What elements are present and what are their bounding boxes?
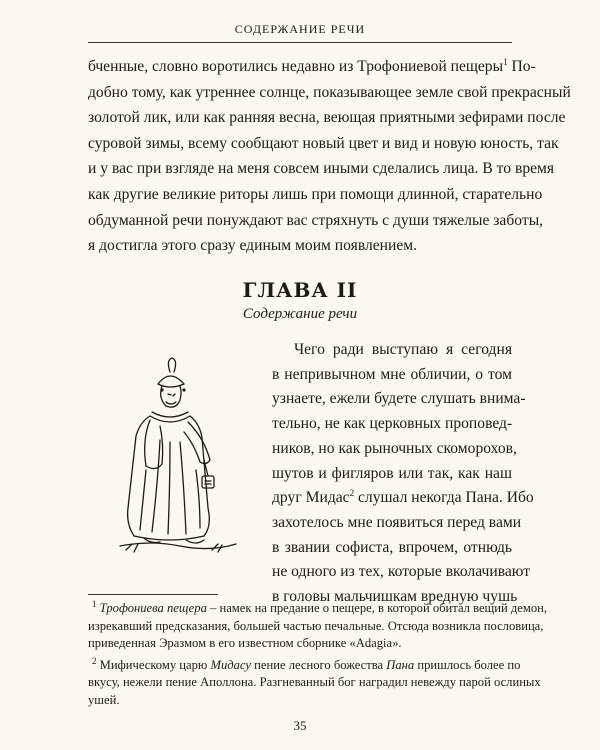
text-line: бченные, словно воротились недавно из Трофониевой пещеры$^1$ По- xyxy=(88,56,536,75)
footnote-ref: 1 xyxy=(503,56,508,67)
text-line: шутов и фигляров или так, как наш xyxy=(272,464,512,482)
text-line: как другие великие риторы лишь при помощи длинной, старательно xyxy=(88,185,543,203)
text-line: друг Мидас$^2$ слушал некогда Пана. Ибо xyxy=(272,488,534,507)
column-paragraph xyxy=(272,338,534,610)
running-header: СОДЕРЖАНИЕ РЕЧИ xyxy=(234,22,366,36)
text-line: золотой лик, или как ранняя весна, веющая приятными зефирами после xyxy=(88,109,566,127)
text-line: не одного из тех, которые вколачивают xyxy=(272,563,531,581)
footnote-ref: 2 xyxy=(349,488,355,499)
footnote-term: Пана xyxy=(386,657,415,672)
footnotes xyxy=(88,598,548,713)
text-line: добно тому, как утреннее солнце, показывающее земле свой прекрасный xyxy=(88,83,571,101)
text-line: захотелось мне появиться перед вами xyxy=(272,513,522,531)
text-line: узнаете, ежели будете слушать внима- xyxy=(272,390,526,408)
text-line: обдуманной речи понуждают вас стряхнуть с души тяжелые заботы, xyxy=(88,211,544,229)
footnote-1: $^1$ Трофониева пещера – намек на предание о пещере, в которой обитал вещий демон, изрекавший предсказания, большей частью печальные. Отсюда возникла пословица, приведенная Эразмом в его известном сборнике «Adagia». xyxy=(88,598,548,650)
chapter-subtitle: Содержание речи xyxy=(242,306,358,322)
text-line: в головы мальчишкам вредную чушь xyxy=(272,588,518,606)
jester-illustration xyxy=(100,350,240,560)
header-rule xyxy=(88,42,512,43)
chapter-title: ГЛАВА II xyxy=(242,278,358,302)
text-line: тельно, не как церковных проповед- xyxy=(272,415,513,433)
text-line: и у вас при взгляде на меня совсем иными сделались лица. В то время xyxy=(88,160,555,178)
footnote-number: 1 xyxy=(92,598,97,609)
intro-paragraph xyxy=(88,54,571,259)
text-line: суровой зимы, всему сообщают новый цвет и вид и новую юность, так xyxy=(88,134,559,152)
text-line: в непривычном мне обличии, о том xyxy=(272,365,512,383)
footnote-2: $^2$ Мифическому царю Мидасу пение лесного божества Пана пришлось более по вкусу, нежели пение Аполлона. Разгневанный бог наградил невежду парой ослиных ушей. xyxy=(88,655,541,707)
footnote-term: Мидасу xyxy=(210,657,252,672)
text-line: Чего ради выступаю я сегодня xyxy=(294,341,512,358)
footnote-number: 2 xyxy=(92,655,97,666)
text-line: в звании софиста, впрочем, отнюдь xyxy=(272,538,512,556)
text-line: ников, но как рыночных скоморохов, xyxy=(272,439,517,457)
footnote-term: Трофониева пещера xyxy=(99,601,207,615)
footnote-rule xyxy=(88,594,218,595)
text-line: я достигла этого сразу единым моим появлением. xyxy=(88,237,418,255)
page-number: 35 xyxy=(293,718,307,733)
